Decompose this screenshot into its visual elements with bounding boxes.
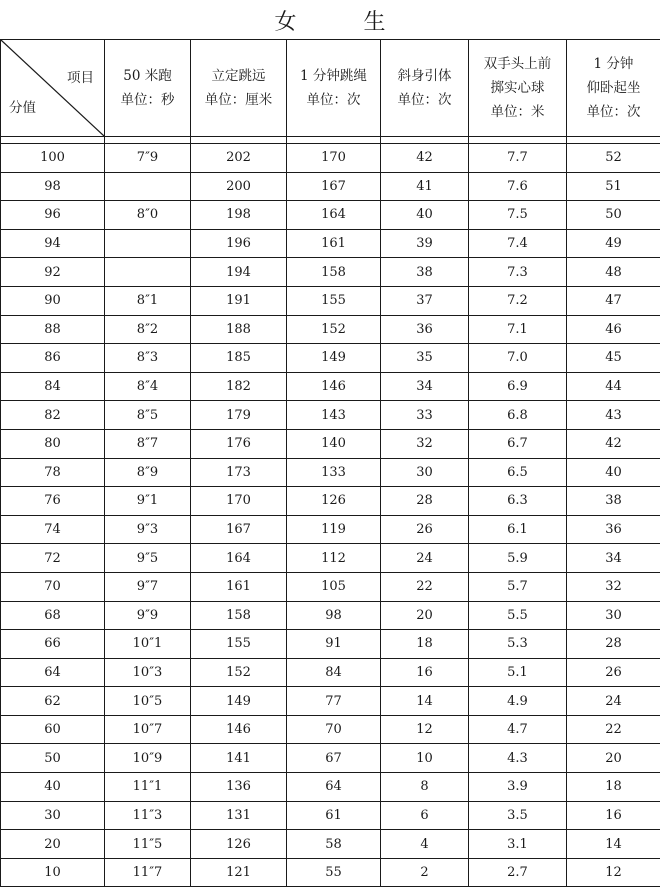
corner-header-cell: [1, 40, 105, 137]
situps-cell: 42: [567, 429, 660, 458]
ball-throw-cell: 7.1: [469, 315, 567, 344]
score-cell: 74: [1, 515, 105, 544]
score-cell: 94: [1, 229, 105, 258]
rope-skip-cell: 91: [287, 630, 381, 659]
ball-throw-cell: 7.0: [469, 344, 567, 373]
column-header-unit: 单位：米: [490, 104, 545, 120]
rope-skip-cell: 152: [287, 315, 381, 344]
run-50m-cell: 8″1: [105, 286, 191, 315]
inclined-pullup-cell: 36: [381, 315, 469, 344]
situps-cell: 26: [567, 658, 660, 687]
rope-skip-cell: 98: [287, 601, 381, 630]
ball-throw-cell: 7.3: [469, 258, 567, 287]
rope-skip-cell: 140: [287, 429, 381, 458]
run-50m-cell: 9″3: [105, 515, 191, 544]
column-header-unit: 单位：次: [306, 92, 361, 108]
inclined-pullup-cell: 2: [381, 858, 469, 887]
column-header-medicine-ball-throw: [469, 40, 567, 137]
run-50m-cell: 8″4: [105, 372, 191, 401]
long-jump-cell: 202: [191, 144, 287, 173]
inclined-pullup-cell: 14: [381, 687, 469, 716]
run-50m-cell: 11″1: [105, 773, 191, 802]
situps-cell: 16: [567, 801, 660, 830]
ball-throw-cell: 6.9: [469, 372, 567, 401]
score-cell: 66: [1, 630, 105, 659]
score-table: [0, 39, 660, 887]
inclined-pullup-cell: 4: [381, 830, 469, 859]
ball-throw-cell: 7.6: [469, 172, 567, 201]
situps-cell: 52: [567, 144, 660, 173]
table-row: [1, 601, 660, 630]
long-jump-cell: 188: [191, 315, 287, 344]
ball-throw-cell: 5.9: [469, 544, 567, 573]
long-jump-cell: 131: [191, 801, 287, 830]
column-header-standing-long-jump: [191, 40, 287, 137]
inclined-pullup-cell: 40: [381, 201, 469, 230]
column-header-line: 双手头上前: [483, 56, 552, 72]
run-50m-cell: 8″7: [105, 429, 191, 458]
long-jump-cell: 121: [191, 858, 287, 887]
score-cell: 84: [1, 372, 105, 401]
spacer-cell: [567, 137, 660, 144]
long-jump-cell: 179: [191, 401, 287, 430]
run-50m-cell: 10″3: [105, 658, 191, 687]
situps-cell: 49: [567, 229, 660, 258]
ball-throw-cell: 6.5: [469, 458, 567, 487]
inclined-pullup-cell: 22: [381, 572, 469, 601]
ball-throw-cell: 5.7: [469, 572, 567, 601]
table-row: [1, 458, 660, 487]
rope-skip-cell: 112: [287, 544, 381, 573]
table-title: 女 生: [274, 9, 416, 35]
rope-skip-cell: 167: [287, 172, 381, 201]
corner-score-label: 分值: [9, 100, 36, 116]
column-header-inclined-pullup: [381, 40, 469, 137]
long-jump-cell: 146: [191, 715, 287, 744]
score-cell: 86: [1, 344, 105, 373]
long-jump-cell: 200: [191, 172, 287, 201]
inclined-pullup-cell: 42: [381, 144, 469, 173]
score-cell: 72: [1, 544, 105, 573]
score-cell: 76: [1, 487, 105, 516]
column-header-line: 1 分钟跳绳: [300, 68, 367, 84]
run-50m-cell: 8″3: [105, 344, 191, 373]
inclined-pullup-cell: 8: [381, 773, 469, 802]
long-jump-cell: 198: [191, 201, 287, 230]
long-jump-cell: 182: [191, 372, 287, 401]
long-jump-cell: 194: [191, 258, 287, 287]
ball-throw-cell: 6.3: [469, 487, 567, 516]
long-jump-cell: 176: [191, 429, 287, 458]
table-row: [1, 687, 660, 716]
score-cell: 82: [1, 401, 105, 430]
table-row: [1, 315, 660, 344]
situps-cell: 46: [567, 315, 660, 344]
score-cell: 60: [1, 715, 105, 744]
table-body: [1, 137, 660, 887]
rope-skip-cell: 105: [287, 572, 381, 601]
table-row: [1, 572, 660, 601]
score-cell: 80: [1, 429, 105, 458]
rope-skip-cell: 164: [287, 201, 381, 230]
rope-skip-cell: 133: [287, 458, 381, 487]
ball-throw-cell: 2.7: [469, 858, 567, 887]
table-row: [1, 401, 660, 430]
run-50m-cell: 8″5: [105, 401, 191, 430]
column-header-line: 1 分钟: [593, 56, 634, 72]
ball-throw-cell: 6.7: [469, 429, 567, 458]
score-cell: 50: [1, 744, 105, 773]
situps-cell: 24: [567, 687, 660, 716]
long-jump-cell: 158: [191, 601, 287, 630]
inclined-pullup-cell: 18: [381, 630, 469, 659]
rope-skip-cell: 158: [287, 258, 381, 287]
situps-cell: 18: [567, 773, 660, 802]
run-50m-cell: [105, 172, 191, 201]
long-jump-cell: 161: [191, 572, 287, 601]
ball-throw-cell: 7.4: [469, 229, 567, 258]
inclined-pullup-cell: 6: [381, 801, 469, 830]
inclined-pullup-cell: 38: [381, 258, 469, 287]
inclined-pullup-cell: 20: [381, 601, 469, 630]
column-header-line: 立定跳远: [211, 68, 266, 84]
table-row: [1, 229, 660, 258]
long-jump-cell: 191: [191, 286, 287, 315]
header-row: [1, 40, 660, 137]
situps-cell: 20: [567, 744, 660, 773]
score-cell: 30: [1, 801, 105, 830]
table-row: [1, 801, 660, 830]
column-header-unit: 单位：次: [397, 92, 452, 108]
situps-cell: 12: [567, 858, 660, 887]
table-row: [1, 172, 660, 201]
long-jump-cell: 155: [191, 630, 287, 659]
inclined-pullup-cell: 34: [381, 372, 469, 401]
column-header-50m-run: [105, 40, 191, 137]
long-jump-cell: 141: [191, 744, 287, 773]
spacer-cell: [1, 137, 105, 144]
inclined-pullup-cell: 35: [381, 344, 469, 373]
run-50m-cell: 10″7: [105, 715, 191, 744]
inclined-pullup-cell: 12: [381, 715, 469, 744]
run-50m-cell: [105, 229, 191, 258]
ball-throw-cell: 4.7: [469, 715, 567, 744]
table-row: [1, 286, 660, 315]
header-spacer-row: [1, 137, 660, 144]
rope-skip-cell: 126: [287, 487, 381, 516]
long-jump-cell: 185: [191, 344, 287, 373]
ball-throw-cell: 7.5: [469, 201, 567, 230]
spacer-cell: [381, 137, 469, 144]
long-jump-cell: 170: [191, 487, 287, 516]
run-50m-cell: 8″2: [105, 315, 191, 344]
inclined-pullup-cell: 41: [381, 172, 469, 201]
column-header-line: 斜身引体: [397, 68, 452, 84]
situps-cell: 45: [567, 344, 660, 373]
column-header-unit: 单位：厘米: [204, 92, 273, 108]
corner-item-label: 项目: [67, 70, 94, 86]
table-row: [1, 715, 660, 744]
situps-cell: 48: [567, 258, 660, 287]
run-50m-cell: 11″5: [105, 830, 191, 859]
run-50m-cell: 9″7: [105, 572, 191, 601]
score-cell: 96: [1, 201, 105, 230]
run-50m-cell: 10″5: [105, 687, 191, 716]
score-cell: 90: [1, 286, 105, 315]
long-jump-cell: 167: [191, 515, 287, 544]
ball-throw-cell: 6.1: [469, 515, 567, 544]
long-jump-cell: 196: [191, 229, 287, 258]
run-50m-cell: 10″9: [105, 744, 191, 773]
run-50m-cell: 10″1: [105, 630, 191, 659]
score-cell: 100: [1, 144, 105, 173]
spacer-cell: [469, 137, 567, 144]
rope-skip-cell: 149: [287, 344, 381, 373]
table-row: [1, 344, 660, 373]
ball-throw-cell: 5.3: [469, 630, 567, 659]
inclined-pullup-cell: 33: [381, 401, 469, 430]
ball-throw-cell: 7.2: [469, 286, 567, 315]
rope-skip-cell: 67: [287, 744, 381, 773]
situps-cell: 22: [567, 715, 660, 744]
situps-cell: 14: [567, 830, 660, 859]
table-row: [1, 201, 660, 230]
rope-skip-cell: 146: [287, 372, 381, 401]
table-row: [1, 515, 660, 544]
run-50m-cell: 9″9: [105, 601, 191, 630]
situps-cell: 34: [567, 544, 660, 573]
rope-skip-cell: 161: [287, 229, 381, 258]
table-row: [1, 544, 660, 573]
inclined-pullup-cell: 39: [381, 229, 469, 258]
rope-skip-cell: 64: [287, 773, 381, 802]
rope-skip-cell: 155: [287, 286, 381, 315]
long-jump-cell: 149: [191, 687, 287, 716]
rope-skip-cell: 170: [287, 144, 381, 173]
ball-throw-cell: 6.8: [469, 401, 567, 430]
inclined-pullup-cell: 28: [381, 487, 469, 516]
table-row: [1, 487, 660, 516]
spacer-cell: [105, 137, 191, 144]
score-cell: 62: [1, 687, 105, 716]
run-50m-cell: 9″1: [105, 487, 191, 516]
ball-throw-cell: 7.7: [469, 144, 567, 173]
inclined-pullup-cell: 32: [381, 429, 469, 458]
run-50m-cell: 7″9: [105, 144, 191, 173]
score-cell: 92: [1, 258, 105, 287]
ball-throw-cell: 3.1: [469, 830, 567, 859]
rope-skip-cell: 55: [287, 858, 381, 887]
ball-throw-cell: 3.9: [469, 773, 567, 802]
inclined-pullup-cell: 10: [381, 744, 469, 773]
inclined-pullup-cell: 16: [381, 658, 469, 687]
inclined-pullup-cell: 30: [381, 458, 469, 487]
ball-throw-cell: 5.1: [469, 658, 567, 687]
column-header-line: 掷实心球: [490, 80, 545, 96]
table-row: [1, 773, 660, 802]
long-jump-cell: 152: [191, 658, 287, 687]
column-header-unit: 单位：次: [586, 104, 641, 120]
long-jump-cell: 126: [191, 830, 287, 859]
spacer-cell: [287, 137, 381, 144]
diagonal-divider: [1, 40, 104, 136]
run-50m-cell: 8″9: [105, 458, 191, 487]
table-row: [1, 830, 660, 859]
rope-skip-cell: 77: [287, 687, 381, 716]
situps-cell: 32: [567, 572, 660, 601]
table-row: [1, 429, 660, 458]
situps-cell: 30: [567, 601, 660, 630]
spacer-cell: [191, 137, 287, 144]
score-cell: 20: [1, 830, 105, 859]
run-50m-cell: 9″5: [105, 544, 191, 573]
run-50m-cell: 8″0: [105, 201, 191, 230]
column-header-unit: 单位：秒: [120, 92, 175, 108]
table-row: [1, 658, 660, 687]
inclined-pullup-cell: 24: [381, 544, 469, 573]
run-50m-cell: 11″7: [105, 858, 191, 887]
score-cell: 70: [1, 572, 105, 601]
long-jump-cell: 173: [191, 458, 287, 487]
situps-cell: 47: [567, 286, 660, 315]
rope-skip-cell: 58: [287, 830, 381, 859]
situps-cell: 38: [567, 487, 660, 516]
column-header-rope-skipping: [287, 40, 381, 137]
score-cell: 10: [1, 858, 105, 887]
table-row: [1, 630, 660, 659]
situps-cell: 43: [567, 401, 660, 430]
rope-skip-cell: 61: [287, 801, 381, 830]
rope-skip-cell: 119: [287, 515, 381, 544]
ball-throw-cell: 3.5: [469, 801, 567, 830]
table-row: [1, 372, 660, 401]
column-header-situps: [567, 40, 660, 137]
score-cell: 78: [1, 458, 105, 487]
situps-cell: 51: [567, 172, 660, 201]
long-jump-cell: 164: [191, 544, 287, 573]
rope-skip-cell: 143: [287, 401, 381, 430]
column-header-line: 仰卧起坐: [586, 80, 641, 96]
situps-cell: 50: [567, 201, 660, 230]
ball-throw-cell: 4.9: [469, 687, 567, 716]
score-cell: 68: [1, 601, 105, 630]
ball-throw-cell: 4.3: [469, 744, 567, 773]
situps-cell: 36: [567, 515, 660, 544]
inclined-pullup-cell: 37: [381, 286, 469, 315]
long-jump-cell: 136: [191, 773, 287, 802]
table-row: [1, 144, 660, 173]
score-cell: 64: [1, 658, 105, 687]
run-50m-cell: 11″3: [105, 801, 191, 830]
table-row: [1, 258, 660, 287]
score-cell: 88: [1, 315, 105, 344]
situps-cell: 40: [567, 458, 660, 487]
ball-throw-cell: 5.5: [469, 601, 567, 630]
score-cell: 98: [1, 172, 105, 201]
column-header-line: 50 米跑: [123, 68, 172, 84]
table-row: [1, 858, 660, 887]
run-50m-cell: [105, 258, 191, 287]
situps-cell: 44: [567, 372, 660, 401]
situps-cell: 28: [567, 630, 660, 659]
rope-skip-cell: 70: [287, 715, 381, 744]
table-row: [1, 744, 660, 773]
inclined-pullup-cell: 26: [381, 515, 469, 544]
score-cell: 40: [1, 773, 105, 802]
rope-skip-cell: 84: [287, 658, 381, 687]
